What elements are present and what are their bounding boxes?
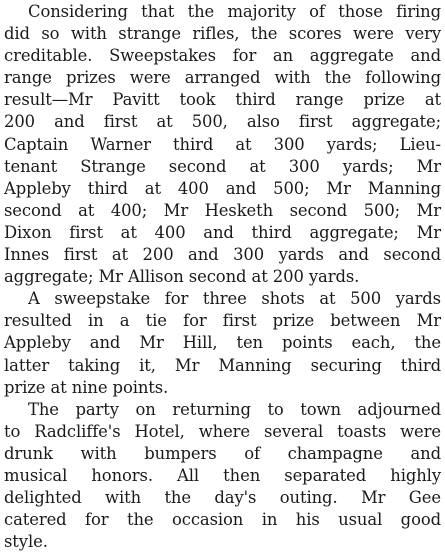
paragraph-hotel (4, 399, 441, 554)
text-line: drunk with bumpers of champagne and (4, 443, 441, 463)
text-line: The party on returning to town adjourned (28, 399, 441, 419)
text-line: creditable. Sweepstakes for an aggregate and (4, 46, 441, 66)
text-line: Captain Warner third at 300 yards; Lieu- (4, 134, 441, 154)
text-line: aggregate; Mr Allison second at 200 yards. (4, 267, 360, 287)
paragraph-sweepstake (4, 288, 441, 398)
text-line: result—Mr Pavitt took third range prize at (4, 90, 441, 110)
text-line: did so with strange rifles, the scores were very (4, 24, 441, 44)
newspaper-article (4, 1, 441, 553)
text-line: delighted with the day's outing. Mr Gee (4, 488, 441, 508)
paragraph-shooting-results (4, 1, 441, 288)
text-line: 200 and first at 500, also first aggregate; (4, 112, 441, 132)
text-line: Appleby third at 400 and 500; Mr Manning (4, 178, 441, 198)
text-line: Dixon first at 400 and third aggregate; Mr (4, 222, 441, 242)
text-line: A sweepstake for three shots at 500 yards (28, 289, 441, 309)
text-line: latter taking it, Mr Manning securing third (4, 355, 441, 375)
text-line: range prizes were arranged with the following (4, 68, 441, 88)
text-line: catered for the occasion in his usual good (4, 510, 441, 530)
text-line: style. (4, 532, 48, 552)
text-line: resulted in a tie for first prize between Mr (4, 311, 441, 331)
text-line: Considering that the majority of those firing (28, 2, 441, 21)
text-line: Innes first at 200 and 300 yards and second (4, 245, 441, 265)
text-line: musical honors. All then separated highly (4, 465, 441, 485)
text-line: Appleby and Mr Hill, ten points each, the (4, 333, 441, 353)
text-line: tenant Strange second at 300 yards; Mr (4, 156, 441, 176)
text-line: second at 400; Mr Hesketh second 500; Mr (4, 200, 441, 220)
text-line: to Radcliffe's Hotel, where several toasts were (4, 421, 441, 441)
text-line: prize at nine points. (4, 377, 169, 397)
